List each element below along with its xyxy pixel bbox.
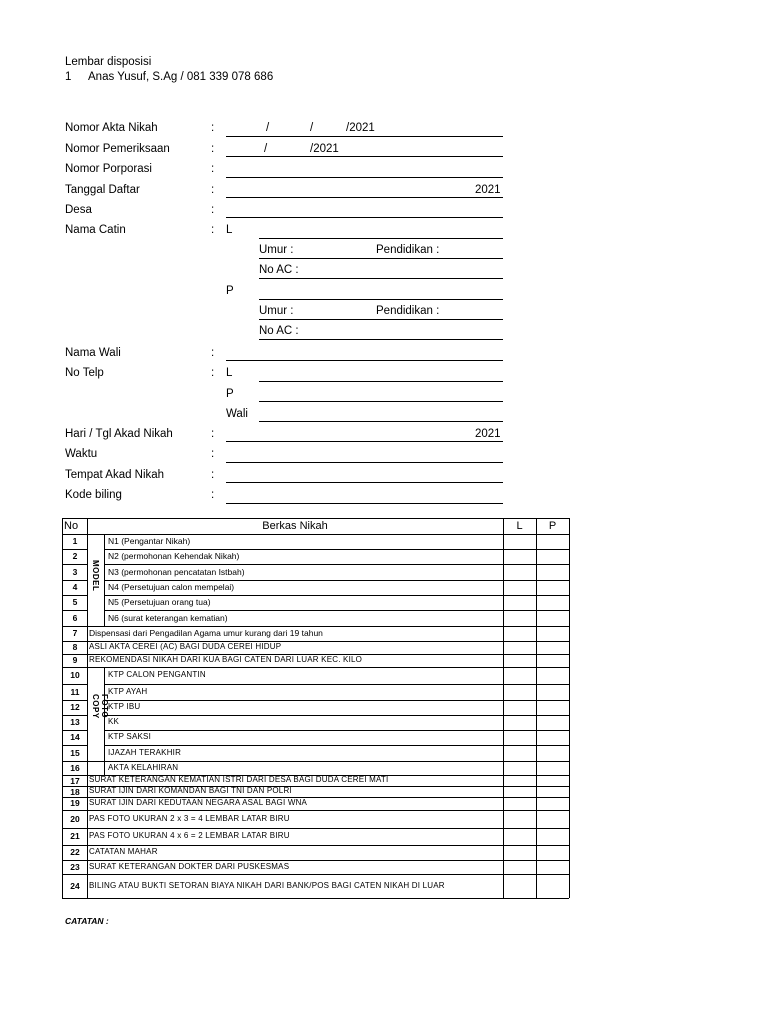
colon: : [211,143,215,155]
row-number: 18 [70,787,80,797]
checkbox-p[interactable] [537,596,568,609]
checkbox-l[interactable] [504,642,535,653]
row-text: IJAZAH TERAKHIR [108,747,182,757]
row-text: SURAT KETERANGAN KEMATIAN ISTRI DARI DESA BAGI DUDA CEREI MATI [89,775,389,784]
checkbox-l[interactable] [504,611,535,625]
catin-p-label: P [226,285,234,297]
field-nama-wali[interactable] [226,360,503,361]
table-gridline [62,684,87,685]
row-number: 17 [70,776,80,786]
colon: : [211,448,215,460]
umur-label: Umur : [259,305,294,317]
row-text: KK [108,717,120,726]
table-gridline [104,745,569,746]
table-gridline [62,534,569,535]
telp-wali-label: Wali [226,408,248,420]
header-berkas: Berkas Nikah [262,520,328,532]
checkbox-p[interactable] [537,787,568,796]
row-number: 23 [70,861,80,872]
pendidikan-label: Pendidikan : [376,305,440,317]
table-gridline [62,874,569,875]
checkbox-p[interactable] [537,829,568,844]
pendidikan-label: Pendidikan : [376,244,440,256]
field-telp-wali[interactable] [259,421,503,422]
label-nama-wali: Nama Wali [65,347,121,359]
row-text: AKTA KELAHIRAN [108,762,179,772]
table-gridline [62,518,569,519]
field-tanggal-daftar[interactable] [226,197,503,198]
document-title: Lembar disposisi [65,56,152,68]
table-gridline [104,715,569,716]
checkbox-l[interactable] [504,787,535,796]
checkbox-l[interactable] [504,846,535,859]
checkbox-p[interactable] [537,565,568,579]
checkbox-p[interactable] [537,776,568,785]
header-p: P [548,520,557,532]
row-number: 20 [70,813,80,824]
table-gridline [569,518,570,898]
checkbox-p[interactable] [537,611,568,625]
field-no-ac-l[interactable] [259,278,503,279]
row-text: CATATAN MAHAR [89,847,158,856]
row-text: PAS FOTO UKURAN 2 x 3 = 4 LEMBAR LATAR BIRU [89,813,290,823]
label-tempat: Tempat Akad Nikah [65,469,165,481]
checkbox-p[interactable] [537,731,568,744]
row-text: REKOMENDASI NIKAH DARI KUA BAGI CATEN DARI LUAR KEC. KILO [89,655,363,664]
checkbox-l[interactable] [504,746,535,760]
checkbox-l[interactable] [504,798,535,809]
slash: / [264,143,268,155]
label-nama-catin: Nama Catin [65,224,126,236]
table-gridline [62,898,569,899]
row-number: 2 [72,551,78,561]
field-kode-biling[interactable] [226,503,503,504]
checkbox-l[interactable] [504,655,535,666]
checkbox-l[interactable] [504,776,535,785]
label-nomor-porporasi: Nomor Porporasi [65,163,152,175]
row-number: 24 [70,880,80,891]
checkbox-p[interactable] [537,798,568,809]
checkbox-p[interactable] [537,811,568,827]
field-nomor-porporasi[interactable] [226,177,503,178]
contact-person: Anas Yusuf, S.Ag / 081 339 078 686 [88,71,274,83]
checkbox-p[interactable] [537,746,568,760]
year-tanggal-daftar: 2021 [475,184,501,196]
catatan-label: CATATAN : [65,916,109,926]
row-number: 7 [72,628,78,638]
row-text: KTP AYAH [108,686,148,696]
row-text: KTP CALON PENGANTIN [108,670,206,679]
row-text: N2 (permohonan Kehendak Nikah) [108,551,240,561]
field-telp-l[interactable] [259,381,503,382]
checkbox-p[interactable] [537,701,568,714]
checkbox-p[interactable] [537,875,568,897]
checkbox-l[interactable] [504,716,535,729]
row-text: ASLI AKTA CEREI (AC) BAGI DUDA CEREI HIDUP [89,642,282,651]
checkbox-p[interactable] [537,550,568,563]
checkbox-p[interactable] [537,668,568,683]
row-text: BILING ATAU BUKTI SETORAN BIAYA NIKAH DARI BANK/POS BAGI CATEN NIKAH DI LUAR [89,880,445,890]
row-number: 6 [72,612,78,623]
checkbox-p[interactable] [537,846,568,859]
row-number: 10 [70,670,80,680]
table-gridline [62,828,569,829]
header-no: No [64,520,79,532]
checkbox-l[interactable] [504,811,535,827]
field-hari-tgl[interactable] [226,441,503,442]
row-number: 14 [70,732,80,742]
table-gridline [62,549,87,550]
telp-l-label: L [226,367,233,379]
field-waktu[interactable] [226,462,503,463]
checkbox-l[interactable] [504,550,535,563]
colon: : [211,367,215,379]
year-akta: /2021 [346,122,375,134]
table-gridline [62,715,87,716]
row-number: 1 [72,536,78,546]
label-tanggal-daftar: Tanggal Daftar [65,184,140,196]
checkbox-l[interactable] [504,731,535,744]
checkbox-p[interactable] [537,655,568,666]
row-number: 11 [70,686,80,697]
checkbox-l[interactable] [504,829,535,844]
row-text: Dispensasi dari Pengadilan Agama umur kurang dari 19 tahun [89,628,323,638]
checkbox-l[interactable] [504,627,535,640]
no-ac-label: No AC : [259,264,299,276]
colon: : [211,163,215,175]
table-gridline [62,810,569,811]
table-gridline [104,684,569,685]
field-tempat[interactable] [226,482,503,483]
colon: : [211,224,215,236]
checkbox-p[interactable] [537,642,568,653]
table-gridline [104,534,105,626]
catin-l-label: L [226,224,233,236]
checkbox-p[interactable] [537,685,568,699]
table-gridline [62,580,87,581]
row-text: SURAT KETERANGAN DOKTER DARI PUSKESMAS [89,861,290,871]
table-gridline [104,667,105,775]
table-gridline [104,564,569,565]
row-number: 13 [70,717,80,727]
header-l: L [516,520,523,532]
row-number: 16 [70,762,80,773]
field-nomor-pemeriksaan[interactable] [226,156,503,157]
group-label-model: MODEL [91,560,100,592]
row-text: N4 (Persetujuan calon mempelai) [108,582,235,592]
row-number: 15 [70,747,80,758]
checkbox-p[interactable] [537,535,568,548]
umur-label: Umur : [259,244,294,256]
row-text: N3 (permohonan pencatatan Istbah) [108,566,245,577]
colon: : [211,489,215,501]
row-number: 3 [72,566,78,577]
year-hari-tgl: 2021 [475,428,501,440]
table-gridline [62,595,87,596]
colon: : [211,184,215,196]
field-telp-p[interactable] [259,401,503,402]
row-text: N1 (Pengantar Nikah) [108,536,191,546]
table-gridline [62,845,569,846]
field-nomor-akta-nikah[interactable] [226,136,503,137]
row-number: 9 [72,655,78,665]
row-text: KTP SAKSI [108,732,152,741]
row-number: 5 [72,597,78,607]
label-kode-biling: Kode biling [65,489,122,501]
table-gridline [62,745,87,746]
row-number: 21 [70,831,80,841]
row-text: N6 (surat keterangan kematian) [108,612,228,623]
checkbox-p[interactable] [537,627,568,640]
colon: : [211,428,215,440]
label-waktu: Waktu [65,448,98,460]
label-desa: Desa [65,204,92,216]
label-nomor-akta-nikah: Nomor Akta Nikah [65,122,158,134]
colon: : [211,347,215,359]
row-text: PAS FOTO UKURAN 4 x 6 = 2 LEMBAR LATAR BIRU [89,831,290,840]
row-text: SURAT IJIN DARI KEDUTAAN NEGARA ASAL BAGI WNA [89,798,308,807]
row-number: 12 [70,702,80,712]
table-gridline [104,610,569,611]
table-gridline [62,610,87,611]
checkbox-l[interactable] [504,535,535,548]
table-gridline [104,730,569,731]
row-number: 22 [70,847,80,857]
table-gridline [62,626,569,627]
checkbox-l[interactable] [504,762,535,774]
telp-p-label: P [226,388,234,400]
row-text: N5 (Persetujuan orang tua) [108,597,211,607]
label-no-telp: No Telp [65,367,104,379]
slash: / [266,122,270,134]
contact-number: 1 [65,71,72,83]
checkbox-p[interactable] [537,861,568,873]
year-pemeriksaan: /2021 [310,143,339,155]
row-text: KTP IBU [108,702,141,711]
table-gridline [104,549,569,550]
table-gridline [104,700,569,701]
row-number: 4 [72,582,78,592]
table-gridline [104,595,569,596]
field-umur-p[interactable] [259,319,503,320]
checkbox-l[interactable] [504,668,535,683]
checkbox-p[interactable] [537,716,568,729]
field-desa[interactable] [226,217,503,218]
table-gridline [62,730,87,731]
table-gridline [62,564,87,565]
label-nomor-pemeriksaan: Nomor Pemeriksaan [65,143,170,155]
row-number: 8 [72,642,78,652]
checkbox-l[interactable] [504,875,535,897]
colon: : [211,122,215,134]
checkbox-l[interactable] [504,861,535,873]
checkbox-l[interactable] [504,685,535,699]
label-hari-tgl: Hari / Tgl Akad Nikah [65,428,173,440]
checkbox-l[interactable] [504,701,535,714]
table-gridline [104,580,569,581]
group-label-fotocopy: FOTO COPY [91,694,109,719]
checkbox-l[interactable] [504,565,535,579]
slash: / [310,122,314,134]
checkbox-l[interactable] [504,596,535,609]
colon: : [211,469,215,481]
field-catin-l[interactable] [259,238,503,239]
table-gridline [62,700,87,701]
field-catin-p[interactable] [259,299,503,300]
table-gridline [62,667,569,668]
checkbox-p[interactable] [537,581,568,594]
no-ac-label: No AC : [259,325,299,337]
row-number: 19 [70,798,80,808]
field-umur-l[interactable] [259,258,503,259]
checkbox-l[interactable] [504,581,535,594]
field-no-ac-p[interactable] [259,339,503,340]
colon: : [211,204,215,216]
row-text: SURAT IJIN DARI KOMANDAN BAGI TNI DAN POLRI [89,786,292,795]
checkbox-p[interactable] [537,762,568,774]
